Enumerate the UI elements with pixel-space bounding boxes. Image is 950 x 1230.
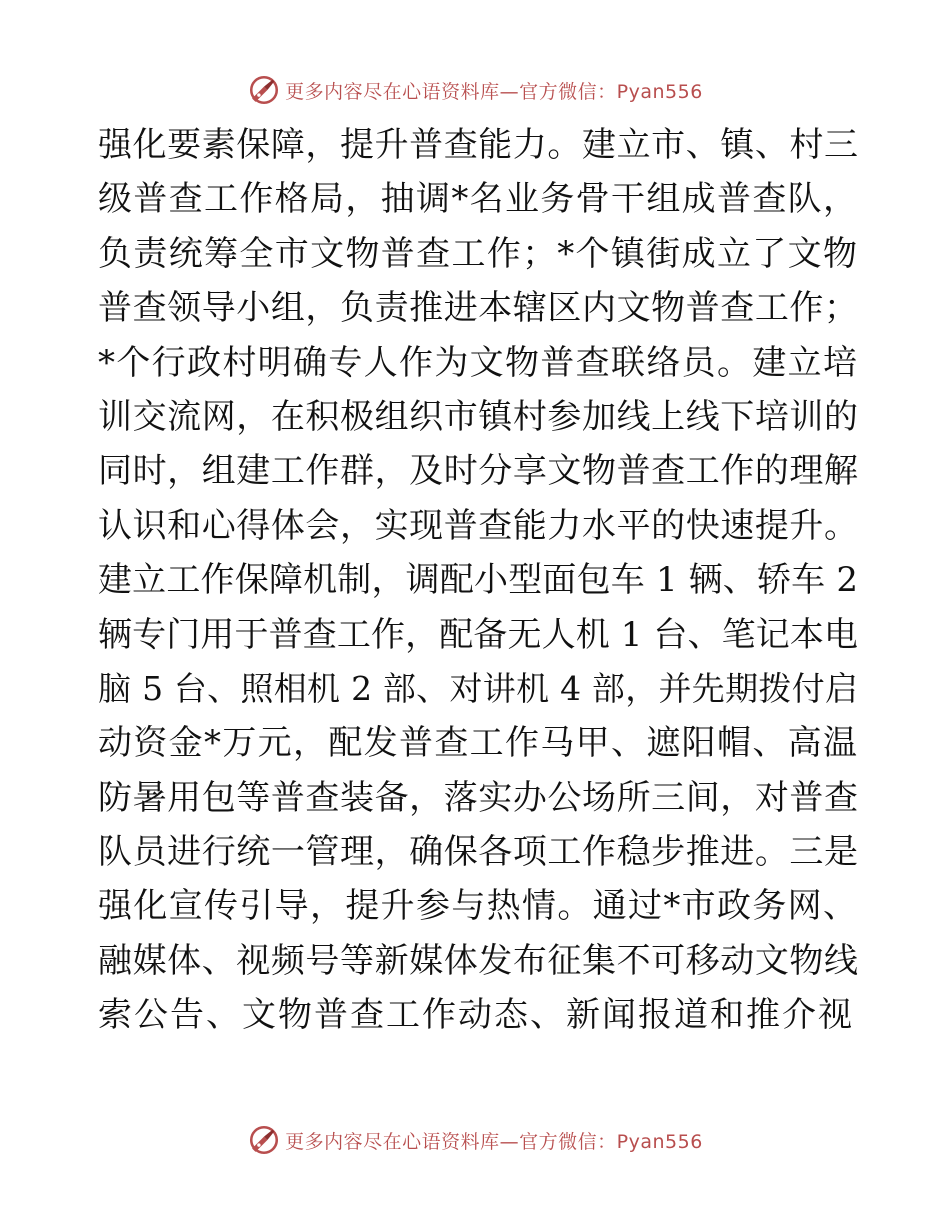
pen-nib-logo-icon [247,1123,281,1157]
body-line: 索公告、文物普查工作动态、新闻报道和推介视 [98,995,854,1036]
footer-banner-text: 更多内容尽在心语资料库—官方微信：Pyan556 [285,1130,703,1153]
pen-nib-logo-icon [247,73,281,107]
body-line: 队员进行统一管理，确保各项工作稳步推进。三是 [98,832,858,873]
body-line: 同时，组建工作群，及时分享文物普查工作的理解 [98,451,858,492]
footer-banner [0,1120,950,1160]
body-line: 级普查工作格局，抽调*名业务骨干组成普查队， [98,179,858,220]
body-line: 防暑用包等普查装备，落实办公场所三间，对普查 [98,777,858,818]
body-line: 训交流网，在积极组织市镇村参加线上线下培训的 [98,396,858,437]
document-body [98,118,858,1043]
body-line: 认识和心得体会，实现普查能力水平的快速提升。 [98,505,858,546]
header-banner [0,70,950,110]
body-line: *个行政村明确专人作为文物普查联络员。建立培 [98,342,858,383]
body-line: 普查领导小组，负责推进本辖区内文物普查工作； [98,288,858,329]
body-line: 动资金*万元，配发普查工作马甲、遮阳帽、高温 [98,723,858,764]
body-line: 辆专门用于普查工作，配备无人机 1 台、笔记本电 [98,614,858,655]
body-line: 强化要素保障，提升普查能力。建立市、镇、村三 [98,125,858,165]
header-banner-text: 更多内容尽在心语资料库—官方微信：Pyan556 [285,80,703,103]
body-line: 负责统筹全市文物普查工作；*个镇街成立了文物 [98,233,858,274]
body-line: 强化宣传引导，提升参与热情。通过*市政务网、 [98,886,858,927]
body-line: 融媒体、视频号等新媒体发布征集不可移动文物线 [98,940,858,981]
body-line: 脑 5 台、照相机 2 部、对讲机 4 部，并先期拨付启 [98,668,858,708]
body-line: 建立工作保障机制，调配小型面包车 1 辆、轿车 2 [98,560,858,601]
